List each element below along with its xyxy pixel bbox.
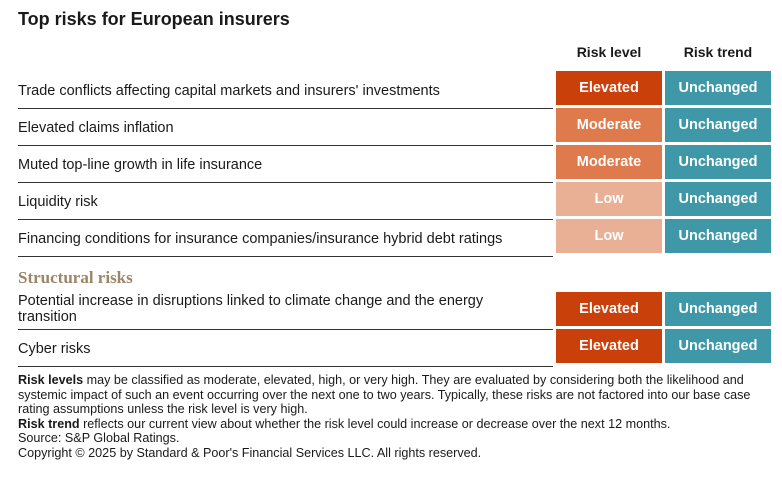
risk-row [18, 182, 553, 220]
risk-level-badge: Moderate [556, 145, 662, 179]
risk-label: Trade conflicts affecting capital markets and insurers' investments [18, 83, 440, 99]
risk-trend-badge: Unchanged [665, 145, 771, 179]
structural-risks-heading: Structural risks [18, 268, 133, 287]
page-title: Top risks for European insurers [18, 9, 290, 29]
risk-label: Elevated claims inflation [18, 120, 174, 136]
risk-label: Liquidity risk [18, 194, 98, 210]
risk-trend-badge: Unchanged [665, 71, 771, 105]
risk-row [18, 145, 553, 183]
risk-levels-term: Risk levels [18, 373, 84, 387]
risk-trend-text: reflects our current view about whether the risk level could increase or decrease over the next 12 months. [79, 416, 671, 431]
risk-row [18, 292, 553, 330]
risk-trend-badge: Unchanged [665, 219, 771, 253]
risk-trend-term: Risk trend [18, 416, 80, 431]
risk-trend-header: Risk trend [683, 44, 753, 60]
footnotes [18, 373, 773, 461]
risk-level-badge: Elevated [556, 292, 662, 326]
risk-level-badge: Low [556, 219, 662, 253]
risk-row [18, 108, 553, 146]
risk-levels-note [18, 373, 773, 417]
risk-trend-badge: Unchanged [665, 108, 771, 142]
risk-label: Muted top-line growth in life insurance [18, 157, 263, 173]
risk-level-badge: Moderate [556, 108, 662, 142]
risk-trend-note [18, 417, 773, 432]
risk-label: Cyber risks [18, 341, 91, 357]
risk-level-badge: Elevated [556, 329, 662, 363]
risk-level-badge: Low [556, 182, 662, 216]
risk-level-header: Risk level [576, 44, 642, 60]
risk-label: Potential increase in disruptions linked to climate change and the energy transition [18, 293, 484, 325]
copyright-note: Copyright © 2025 by Standard & Poor's Financial Services LLC. All rights reserved. [18, 445, 482, 460]
risk-trend-badge: Unchanged [665, 182, 771, 216]
risk-levels-text: may be classified as moderate, elevated, high, or very high. They are evaluated by considering both the likelihood and systemic impact of such an event occurring over the next one to two years. Typically, these risks are not factored into our base case rating assumptions unless the risk level is very high. [18, 373, 751, 417]
source-note: Source: S&P Global Ratings. [18, 431, 180, 446]
risk-row [18, 219, 553, 257]
risk-label: Financing conditions for insurance companies/insurance hybrid debt ratings [18, 231, 503, 247]
risk-row [18, 70, 553, 109]
risk-trend-badge: Unchanged [665, 329, 771, 363]
risk-level-badge: Elevated [556, 71, 662, 105]
risk-trend-badge: Unchanged [665, 292, 771, 326]
risk-row [18, 329, 553, 367]
